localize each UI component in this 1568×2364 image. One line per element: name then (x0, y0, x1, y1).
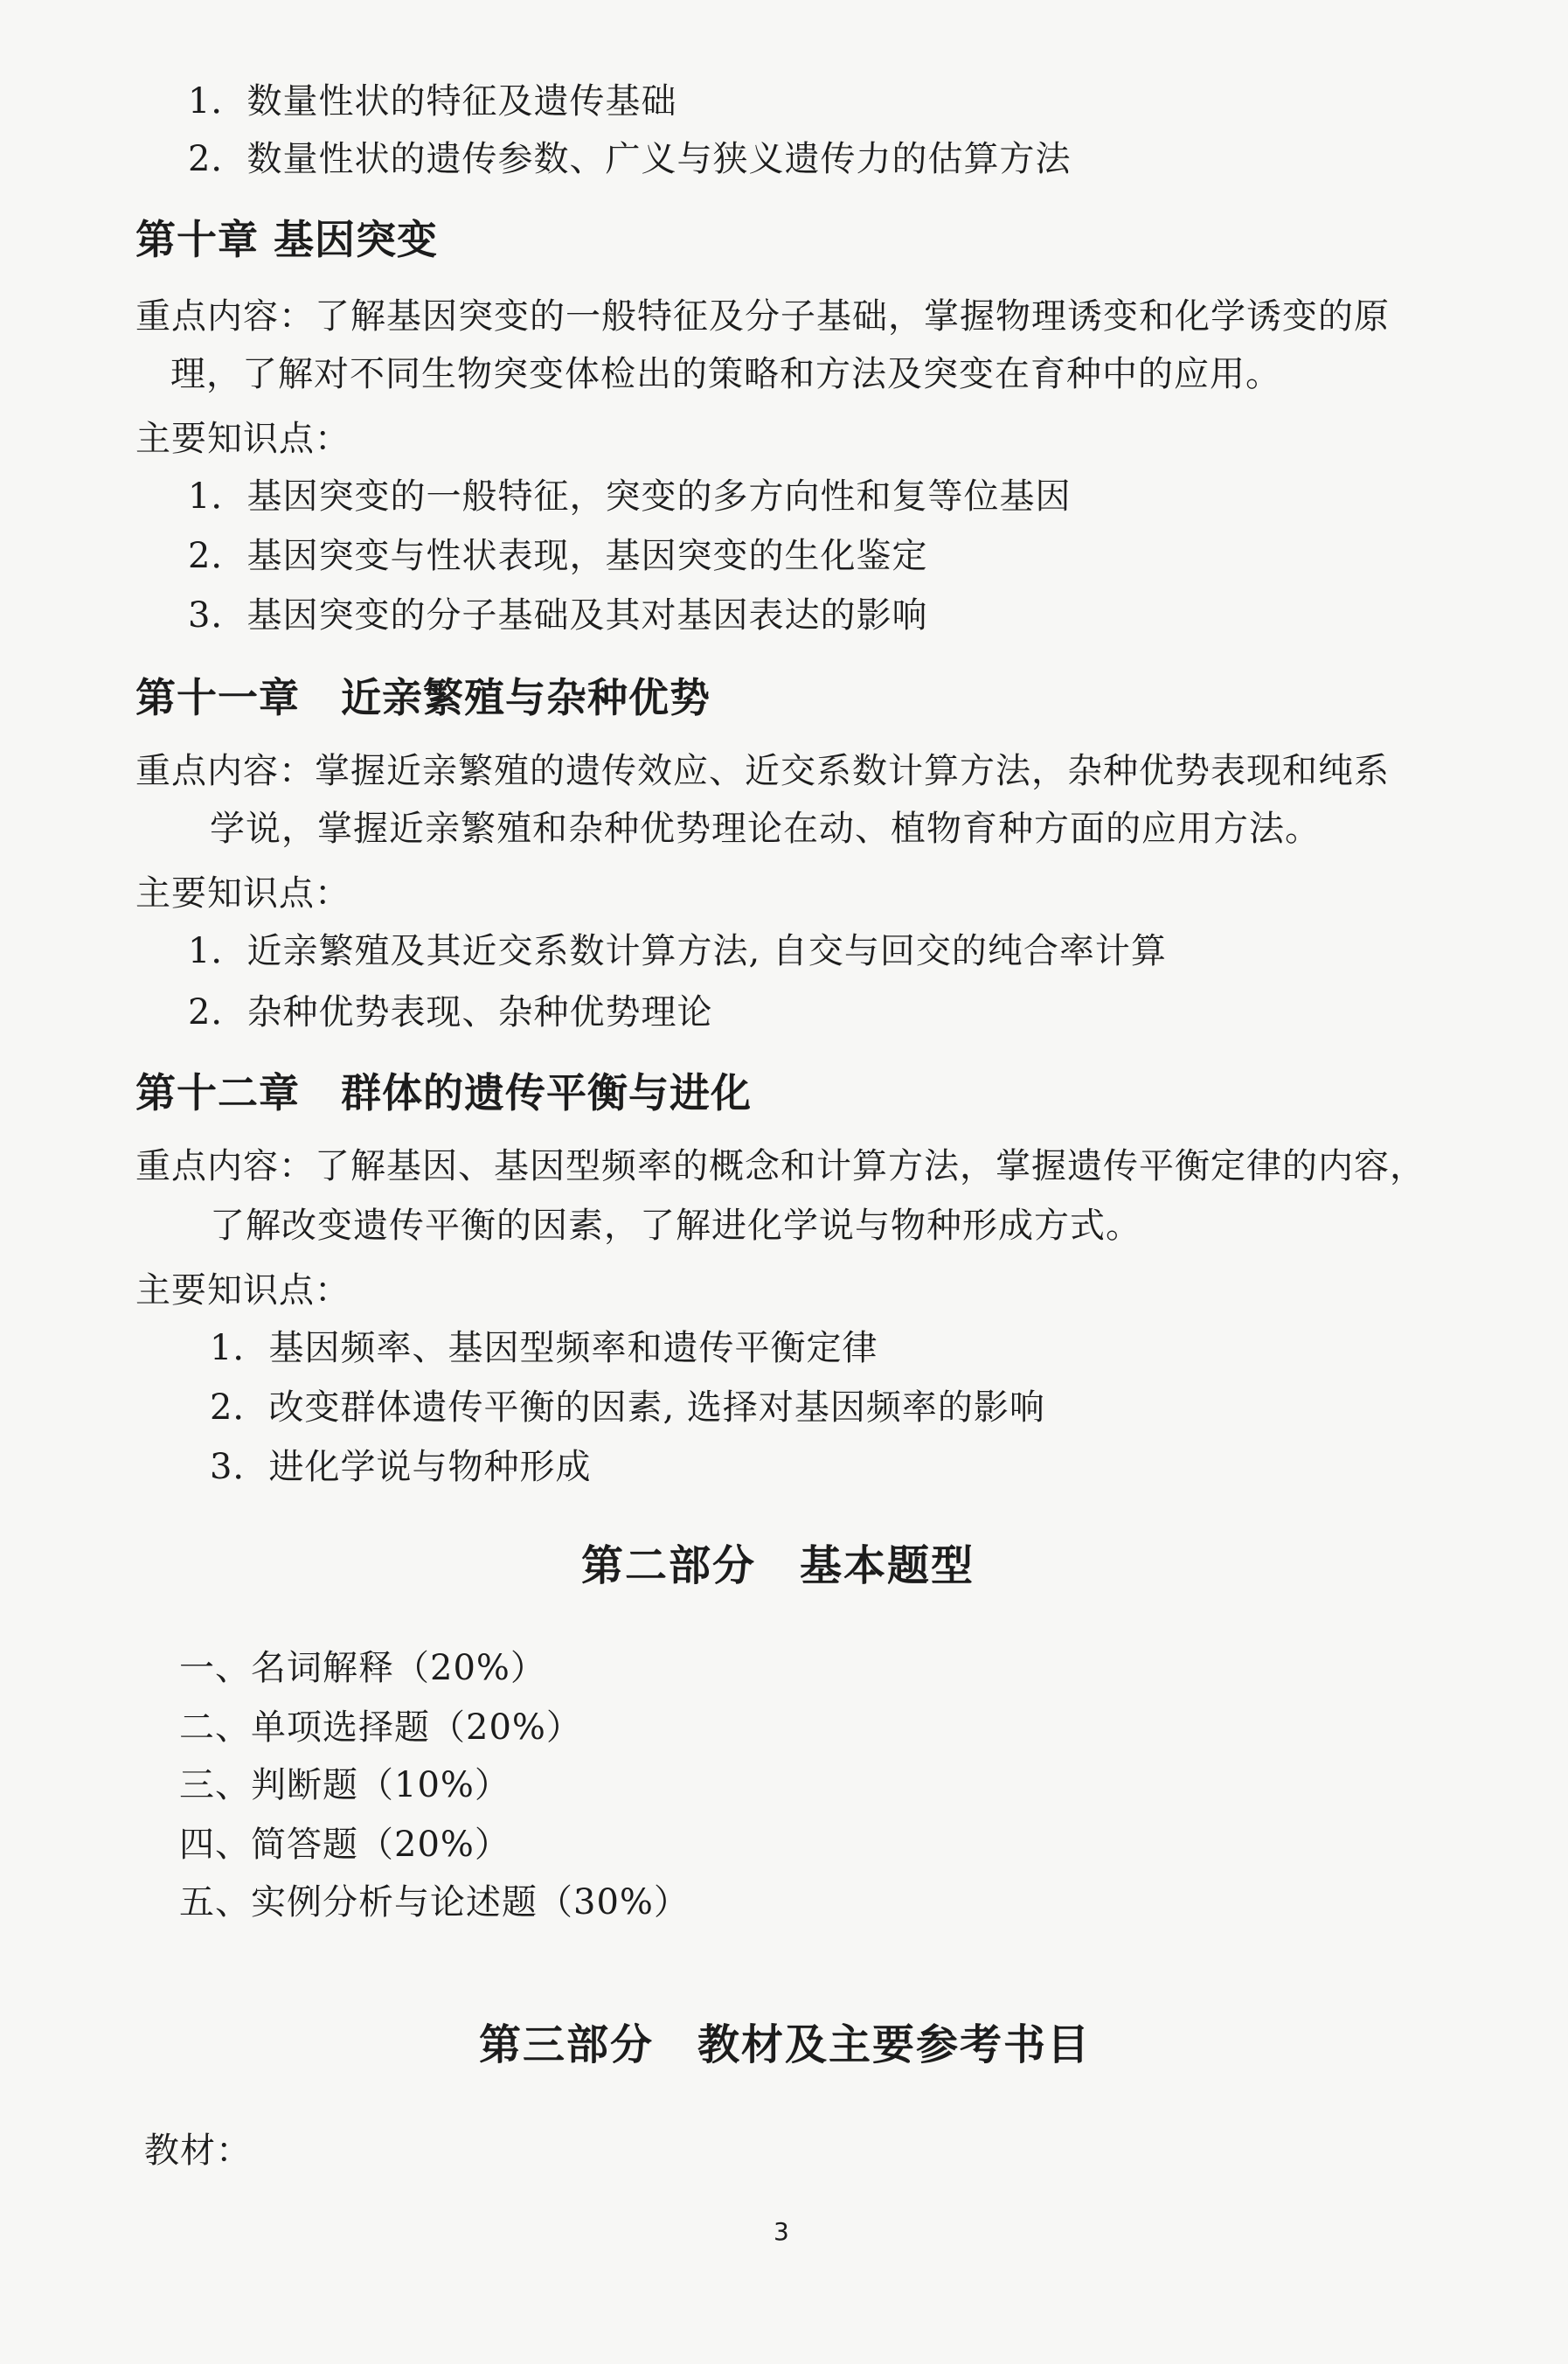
chapter-11-key-content: 重点内容：掌握近亲繁殖的遗传效应、近交系数计算方法，杂种优势表现和纯系 (135, 751, 1390, 791)
chapter-12-key-content: 重点内容：了解基因、基因型频率的概念和计算方法，掌握遗传平衡定律的内容， (135, 1146, 1426, 1186)
question-type-item: 五、实例分析与论述题（30%） (179, 1882, 690, 1922)
question-type-item: 二、单项选择题（20%） (179, 1707, 582, 1748)
list-item: 1．数量性状的特征及遗传基础 (188, 81, 677, 122)
chapter-11-title: 第十一章 近亲繁殖与杂种优势 (135, 674, 711, 721)
chapter-10-points-label: 主要知识点： (135, 419, 350, 459)
list-item: 2．杂种优势表现、杂种优势理论 (188, 992, 713, 1033)
chapter-10-key-content: 重点内容：了解基因突变的一般特征及分子基础，掌握物理诱变和化学诱变的原 (135, 296, 1390, 337)
list-item: 3．基因突变的分子基础及其对基因表达的影响 (188, 595, 928, 636)
list-item: 1．基因突变的一般特征，突变的多方向性和复等位基因 (188, 476, 1072, 517)
chapter-11-key-content-cont: 学说，掌握近亲繁殖和杂种优势理论在动、植物育种方面的应用方法。 (210, 809, 1321, 849)
list-item: 2．基因突变与性状表现，基因突变的生化鉴定 (188, 536, 928, 576)
part-3-title: 第三部分 教材及主要参考书目 (479, 2020, 1092, 2069)
list-item: 1．基因频率、基因型频率和遗传平衡定律 (210, 1328, 878, 1368)
question-type-item: 四、简答题（20%） (179, 1825, 510, 1865)
list-item: 1．近亲繁殖及其近交系数计算方法, 自交与回交的纯合率计算 (188, 931, 1167, 971)
chapter-12-title: 第十二章 群体的遗传平衡与进化 (135, 1069, 752, 1116)
list-item: 2．改变群体遗传平衡的因素, 选择对基因频率的影响 (210, 1387, 1045, 1428)
chapter-11-points-label: 主要知识点： (135, 873, 350, 914)
chapter-12-key-content-cont: 了解改变遗传平衡的因素，了解进化学说与物种形成方式。 (210, 1206, 1141, 1246)
part-2-title: 第二部分 基本题型 (581, 1541, 975, 1590)
chapter-10-title: 第十章 基因突变 (135, 216, 439, 263)
list-item: 3．进化学说与物种形成 (210, 1447, 592, 1487)
list-item: 2．数量性状的遗传参数、广义与狭义遗传力的估算方法 (188, 139, 1072, 179)
question-type-item: 一、名词解释（20%） (179, 1648, 546, 1688)
chapter-10-key-content-cont: 理，了解对不同生物突变体检出的策略和方法及突变在育种中的应用。 (170, 354, 1281, 394)
page-number: 3 (774, 2217, 789, 2246)
chapter-12-points-label: 主要知识点： (135, 1270, 350, 1311)
textbook-label: 教材： (144, 2131, 252, 2171)
question-type-item: 三、判断题（10%） (179, 1765, 510, 1805)
